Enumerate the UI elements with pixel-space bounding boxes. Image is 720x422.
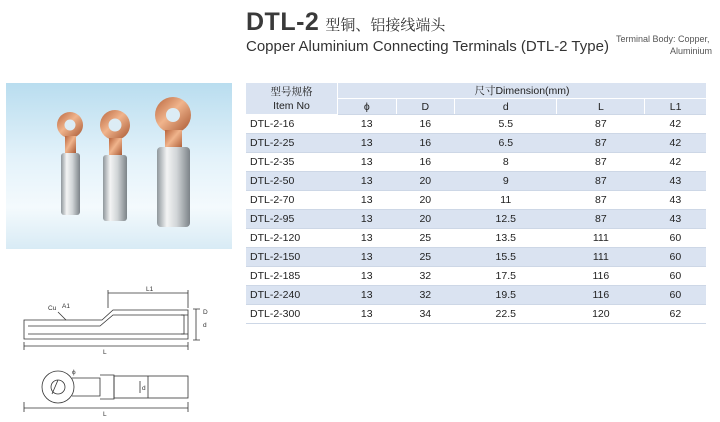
cell-item: DTL-2-16: [246, 115, 338, 134]
cell-l1: 43: [645, 172, 706, 191]
column-header-L1: L1: [645, 99, 706, 115]
cell-phi: 13: [338, 172, 397, 191]
item-header-en: Item No: [273, 99, 310, 112]
cell-l: 111: [557, 248, 645, 267]
cell-l: 87: [557, 172, 645, 191]
table-row: [246, 210, 706, 229]
table-row: [246, 305, 706, 324]
cell-d: 15.5: [455, 248, 557, 267]
cell-d: 16: [396, 115, 455, 134]
cell-d: 16: [396, 134, 455, 153]
cell-phi: 13: [338, 286, 397, 305]
cell-d: 20: [396, 172, 455, 191]
cell-d: 16: [396, 153, 455, 172]
column-header-L: L: [557, 99, 645, 115]
label-l1: L1: [146, 286, 154, 293]
terminals-illustration: [6, 83, 232, 249]
cell-item: DTL-2-35: [246, 153, 338, 172]
cell-d: 17.5: [455, 267, 557, 286]
cell-phi: 13: [338, 191, 397, 210]
label-phi: ϕ: [72, 369, 76, 376]
cell-d: 9: [455, 172, 557, 191]
cell-phi: 13: [338, 153, 397, 172]
cell-item: DTL-2-25: [246, 134, 338, 153]
cell-phi: 13: [338, 115, 397, 134]
dimension-header: 尺寸Dimension(mm): [338, 83, 707, 99]
cell-item: DTL-2-150: [246, 248, 338, 267]
cell-phi: 13: [338, 210, 397, 229]
cell-item: DTL-2-240: [246, 286, 338, 305]
cell-l: 87: [557, 210, 645, 229]
material-note: [616, 33, 716, 57]
cell-d: 11: [455, 191, 557, 210]
cell-l: 116: [557, 267, 645, 286]
cell-l1: 60: [645, 286, 706, 305]
cell-item: DTL-2-95: [246, 210, 338, 229]
cell-d: 25: [396, 229, 455, 248]
table-row: [246, 153, 706, 172]
label-l-top: L: [103, 411, 107, 418]
cell-l: 87: [557, 191, 645, 210]
cell-d: 5.5: [455, 115, 557, 134]
cell-phi: 13: [338, 267, 397, 286]
item-column-header: [246, 83, 338, 115]
item-header-cn: 型号规格: [270, 85, 313, 98]
terminal-small: [57, 112, 83, 215]
cell-d: 12.5: [455, 210, 557, 229]
cell-l1: 62: [645, 305, 706, 324]
label-a1: A1: [62, 303, 70, 310]
material-note-line2: Aluminium: [669, 46, 712, 56]
table-row: [246, 267, 706, 286]
cell-l1: 42: [645, 134, 706, 153]
cell-l1: 60: [645, 229, 706, 248]
technical-drawing: [18, 282, 218, 420]
label-d-small: d: [203, 322, 207, 329]
label-d-big: D: [203, 309, 208, 316]
cell-item: DTL-2-50: [246, 172, 338, 191]
cell-d: 8: [455, 153, 557, 172]
cell-l1: 43: [645, 210, 706, 229]
material-note-line1: Terminal Body: Copper,: [616, 34, 710, 44]
label-d-top: d: [142, 385, 146, 392]
product-subtitle: Copper Aluminium Connecting Terminals (DTL-2 Type): [246, 38, 609, 55]
table-row: [246, 115, 706, 134]
cell-d: 22.5: [455, 305, 557, 324]
table-row: [246, 229, 706, 248]
top-view: [24, 371, 188, 412]
cell-l1: 60: [645, 248, 706, 267]
cell-l1: 60: [645, 267, 706, 286]
dimension-table: [246, 83, 706, 324]
table-row: [246, 172, 706, 191]
cell-d: 20: [396, 191, 455, 210]
terminal-large: [155, 97, 191, 227]
product-code: DTL-2: [246, 8, 320, 36]
side-view: [24, 290, 200, 350]
cell-d: 34: [396, 305, 455, 324]
cell-l: 87: [557, 134, 645, 153]
column-header-D: D: [396, 99, 455, 115]
cell-d: 20: [396, 210, 455, 229]
cell-item: DTL-2-300: [246, 305, 338, 324]
column-header-phi: ϕ: [338, 99, 397, 115]
cell-l: 111: [557, 229, 645, 248]
table-header-row: [246, 83, 706, 99]
header: [246, 8, 609, 55]
column-header-d: d: [455, 99, 557, 115]
table-row: [246, 191, 706, 210]
label-cu: Cu: [48, 305, 57, 312]
product-title-cn: 型铜、铝接线端头: [325, 17, 446, 34]
cell-l1: 42: [645, 153, 706, 172]
cell-phi: 13: [338, 248, 397, 267]
cell-phi: 13: [338, 305, 397, 324]
title-row: [246, 8, 609, 37]
cell-item: DTL-2-185: [246, 267, 338, 286]
table-row: [246, 248, 706, 267]
cell-item: DTL-2-70: [246, 191, 338, 210]
cell-phi: 13: [338, 229, 397, 248]
cell-d: 19.5: [455, 286, 557, 305]
cell-d: 32: [396, 267, 455, 286]
cell-phi: 13: [338, 134, 397, 153]
cell-l: 87: [557, 115, 645, 134]
cell-item: DTL-2-120: [246, 229, 338, 248]
cell-l1: 43: [645, 191, 706, 210]
cell-l: 87: [557, 153, 645, 172]
table-row: [246, 134, 706, 153]
label-l: L: [103, 349, 107, 356]
product-photo: [6, 83, 232, 249]
cell-l1: 42: [645, 115, 706, 134]
cell-l: 116: [557, 286, 645, 305]
cell-d: 32: [396, 286, 455, 305]
cell-d: 25: [396, 248, 455, 267]
table-row: [246, 286, 706, 305]
cell-l: 120: [557, 305, 645, 324]
cell-d: 13.5: [455, 229, 557, 248]
terminal-medium: [100, 110, 130, 221]
cell-d: 6.5: [455, 134, 557, 153]
